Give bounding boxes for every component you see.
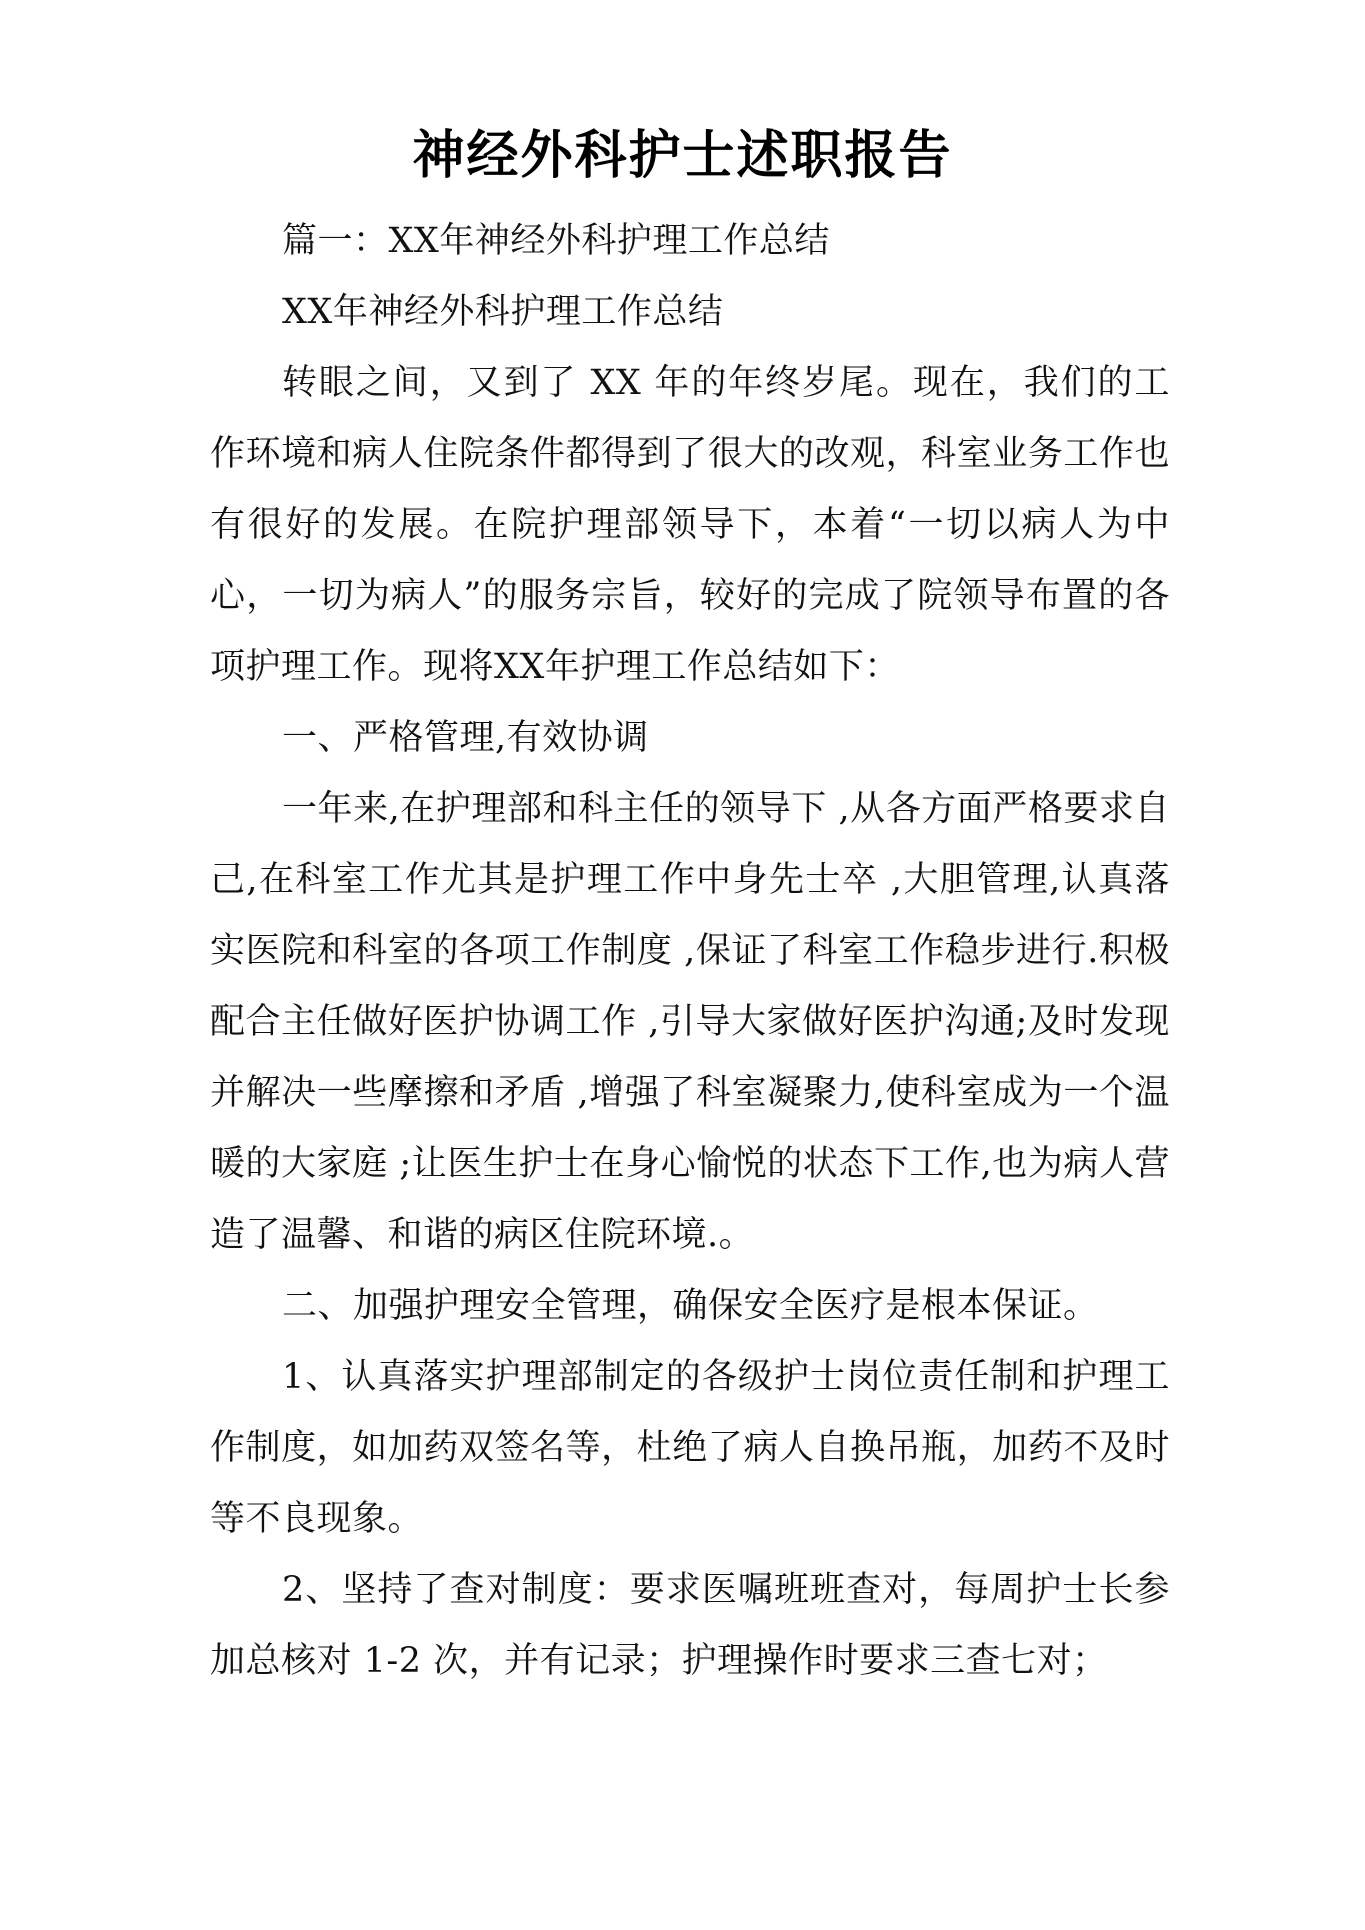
subtitle-summary: XX年神经外科护理工作总结 — [282, 292, 724, 332]
section-heading-1: 一、严格管理,有效协调 — [282, 718, 649, 758]
paragraph-management: 一年来,在护理部和科主任的领导下 ,从各方面严格要求自己,在科室工作尤其是护理工作中身先士卒 ,大胆管理,认真落实医院和科室的各项工作制度 ,保证了科室工作稳步进行.积极配合主任做好医护协调工作 ,引导大家做好医护沟通;及时发现并解决一些摩擦和矛盾 ,增强了科室凝聚力,使科室成为一个温暖的大家庭 ;让医生护士在身心愉悦的状态下工作,也为病人营造了温馨、和谐的病区住院环境.。 — [210, 789, 1170, 1255]
paragraph-item-2: 2、坚持了查对制度：要求医嘱班班查对，每周护士长参加总核对 1-2 次，并有记录；护理操作时要求三查七对； — [210, 1570, 1170, 1681]
section-heading-part-one: 篇一：XX年神经外科护理工作总结 — [282, 221, 830, 261]
paragraph-intro: 转眼之间，又到了 XX 年的年终岁尾。现在，我们的工作环境和病人住院条件都得到了很大的改观，科室业务工作也有很好的发展。在院护理部领导下，本着“一切以病人为中心，一切为病人”的服务宗旨，较好的完成了院领导布置的各项护理工作。现将XX年护理工作总结如下： — [210, 363, 1170, 687]
section-heading-2: 二、加强护理安全管理，确保安全医疗是根本保证。 — [282, 1286, 1099, 1326]
paragraph-item-1: 1、认真落实护理部制定的各级护士岗位责任制和护理工作制度，如加药双签名等，杜绝了病人自换吊瓶，加药不及时等不良现象。 — [210, 1357, 1170, 1539]
document-body — [210, 206, 1170, 1697]
document-title: 神经外科护士述职报告 — [412, 126, 953, 186]
